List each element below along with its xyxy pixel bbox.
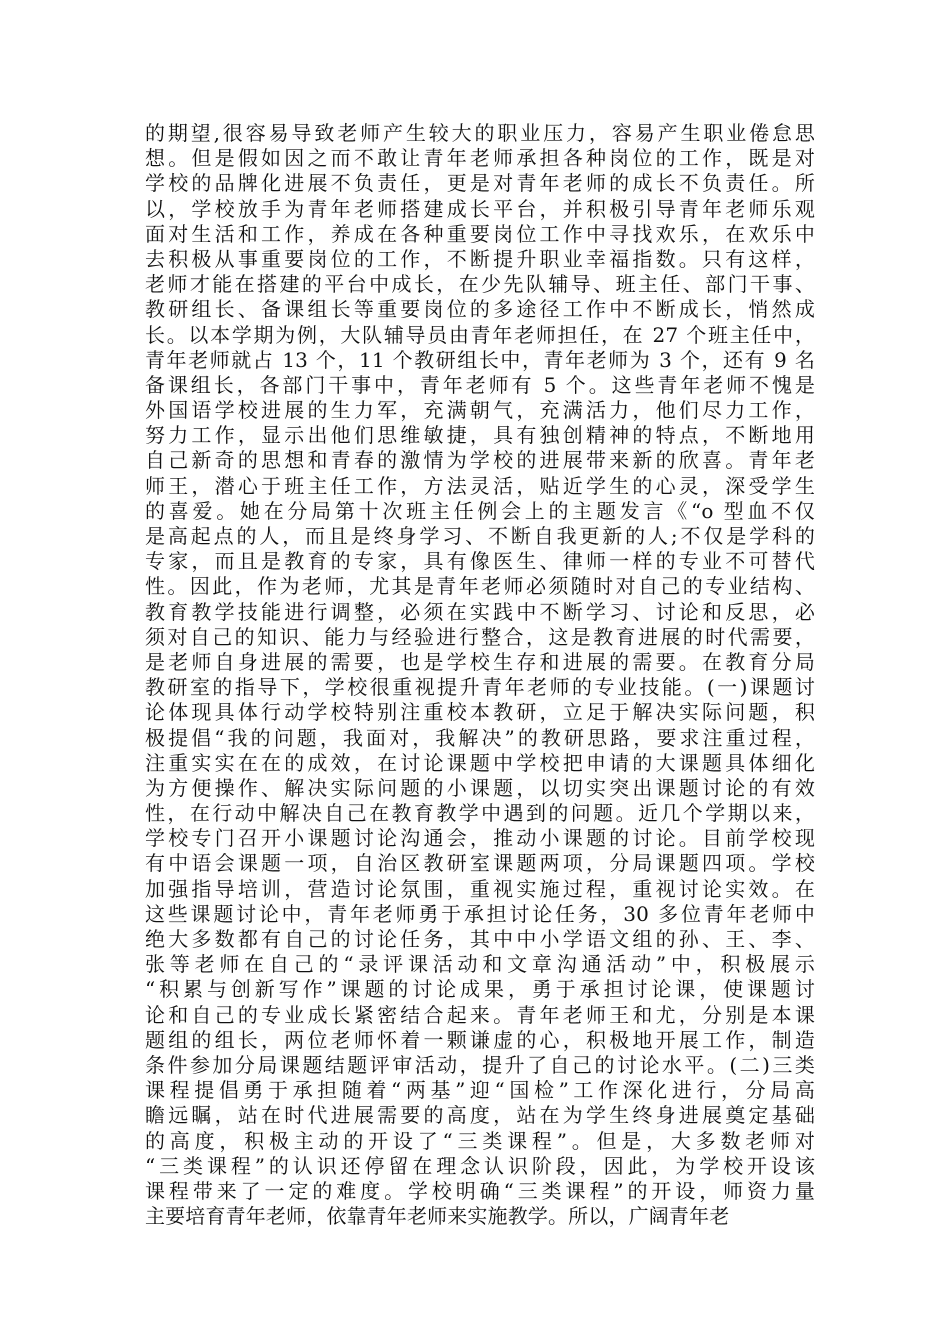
text-line: 的高度，积极主动的开设了“三类课程”。但是，大多数老师对 [145,1128,815,1153]
text-line: 专家，而且是教育的专家，具有像医生、律师一样的专业不可替代 [145,549,815,574]
text-line: 的期望,很容易导致老师产生较大的职业压力，容易产生职业倦怠思 [145,121,815,145]
text-line: 主要培育青年老师，依靠青年老师来实施教学。所以，广阔青年老 [145,1204,730,1229]
text-line: 论和自己的专业成长紧密结合起来。青年老师王和尤，分别是本课 [145,1002,815,1027]
text-line: 长。以本学期为例，大队辅导员由青年老师担任，在 27 个班主任中， [145,322,815,347]
text-line: 绝大多数都有自己的讨论任务，其中中小学语文组的孙、王、李、 [145,927,815,951]
text-line: 论体现具体行动学校特别注重校本教研，立足于解决实际问题，积 [145,700,815,725]
text-line: 外国语学校进展的生力军，充满朝气，充满活力，他们尽力工作， [145,398,815,423]
text-line: 学校的品牌化进展不负责任，更是对青年老师的成长不负责任。所 [145,171,815,196]
text-line: 极提倡“我的问题，我面对，我解决”的教研思路，要求注重过程， [145,725,815,750]
text-line: 这些课题讨论中，青年老师勇于承担讨论任务，30 多位青年老师中 [145,901,815,926]
text-line: 为方便操作、解决实际问题的小课题，以切实突出课题讨论的有效 [145,775,815,800]
text-line: 的喜爱。她在分局第十次班主任例会上的主题发言《“o 型血不仅 [145,498,815,523]
text-line: 有中语会课题一项，自治区教研室课题两项，分局课题四项。学校 [145,851,815,876]
text-line: 须对自己的知识、能力与经验进行整合，这是教育进展的时代需要， [145,624,815,649]
text-line: 题组的组长，两位老师怀着一颗谦虚的心，积极地开展工作，制造 [145,1027,815,1052]
text-line: 加强指导培训，营造讨论氛围，重视实施过程，重视讨论实效。在 [145,876,815,901]
text-line: 教育教学技能进行调整，必须在实践中不断学习、讨论和反思，必 [145,599,815,624]
text-line: 备课组长，各部门干事中，青年老师有 5 个。这些青年老师不愧是 [145,372,815,397]
text-line: 青年老师就占 13 个，11 个教研组长中，青年老师为 3 个，还有 9 名 [145,347,815,372]
text-line: 是老师自身进展的需要，也是学校生存和进展的需要。在教育分局 [145,649,815,674]
text-line: 老师才能在搭建的平台中成长，在少先队辅导、班主任、部门干事、 [145,272,815,297]
body-text [145,121,815,1229]
text-line: “积累与创新写作”课题的讨论成果，勇于承担讨论课，使课题讨 [145,977,815,1002]
text-line: 课程带来了一定的难度。学校明确“三类课程”的开设，师资力量 [145,1178,815,1203]
text-line: 教研室的指导下，学校很重视提升青年老师的专业技能。(一)课题讨 [145,675,815,700]
text-line: 教研组长、备课组长等重要岗位的多途径工作中不断成长，悄然成 [145,297,815,322]
text-line: 瞻远瞩，站在时代进展需要的高度，站在为学生终身进展奠定基础 [145,1103,815,1128]
text-line: 注重实实在在的成效，在讨论课题中学校把申请的大课题具体细化 [145,750,815,775]
text-line: 自己新奇的思想和青春的激情为学校的进展带来新的欣喜。青年老 [145,448,815,473]
text-line: 条件参加分局课题结题评审活动，提升了自己的讨论水平。(二)三类 [145,1052,815,1077]
text-line: 课程提倡勇于承担随着“两基”迎“国检”工作深化进行，分局高 [145,1078,815,1103]
text-line: 学校专门召开小课题讨论沟通会，推动小课题的讨论。目前学校现 [145,826,815,851]
text-line: 师王，潜心于班主任工作，方法灵活，贴近学生的心灵，深受学生 [145,473,815,498]
text-line: 去积极从事重要岗位的工作，不断提升职业幸福指数。只有这样， [145,246,815,271]
text-line: 性。因此，作为老师，尤其是青年老师必须随时对自己的专业结构、 [145,574,815,599]
text-line: 性，在行动中解决自己在教育教学中遇到的问题。近几个学期以来， [145,801,815,826]
text-line: 面对生活和工作，养成在各种重要岗位工作中寻找欢乐，在欢乐中 [145,221,815,246]
text-line: 努力工作，显示出他们思维敏捷，具有独创精神的特点，不断地用 [145,423,815,448]
text-line: 张等老师在自己的“录评课活动和文章沟通活动”中，积极展示 [145,952,815,977]
text-line: 是高起点的人，而且是终身学习、不断自我更新的人;不仅是学科的 [145,524,815,548]
text-line: 想。但是假如因之而不敢让青年老师承担各种岗位的工作，既是对 [145,146,815,171]
text-line: “三类课程”的认识还停留在理念认识阶段，因此，为学校开设该 [145,1153,815,1178]
text-line: 以，学校放手为青年老师搭建成长平台，并积极引导青年老师乐观 [145,196,815,221]
